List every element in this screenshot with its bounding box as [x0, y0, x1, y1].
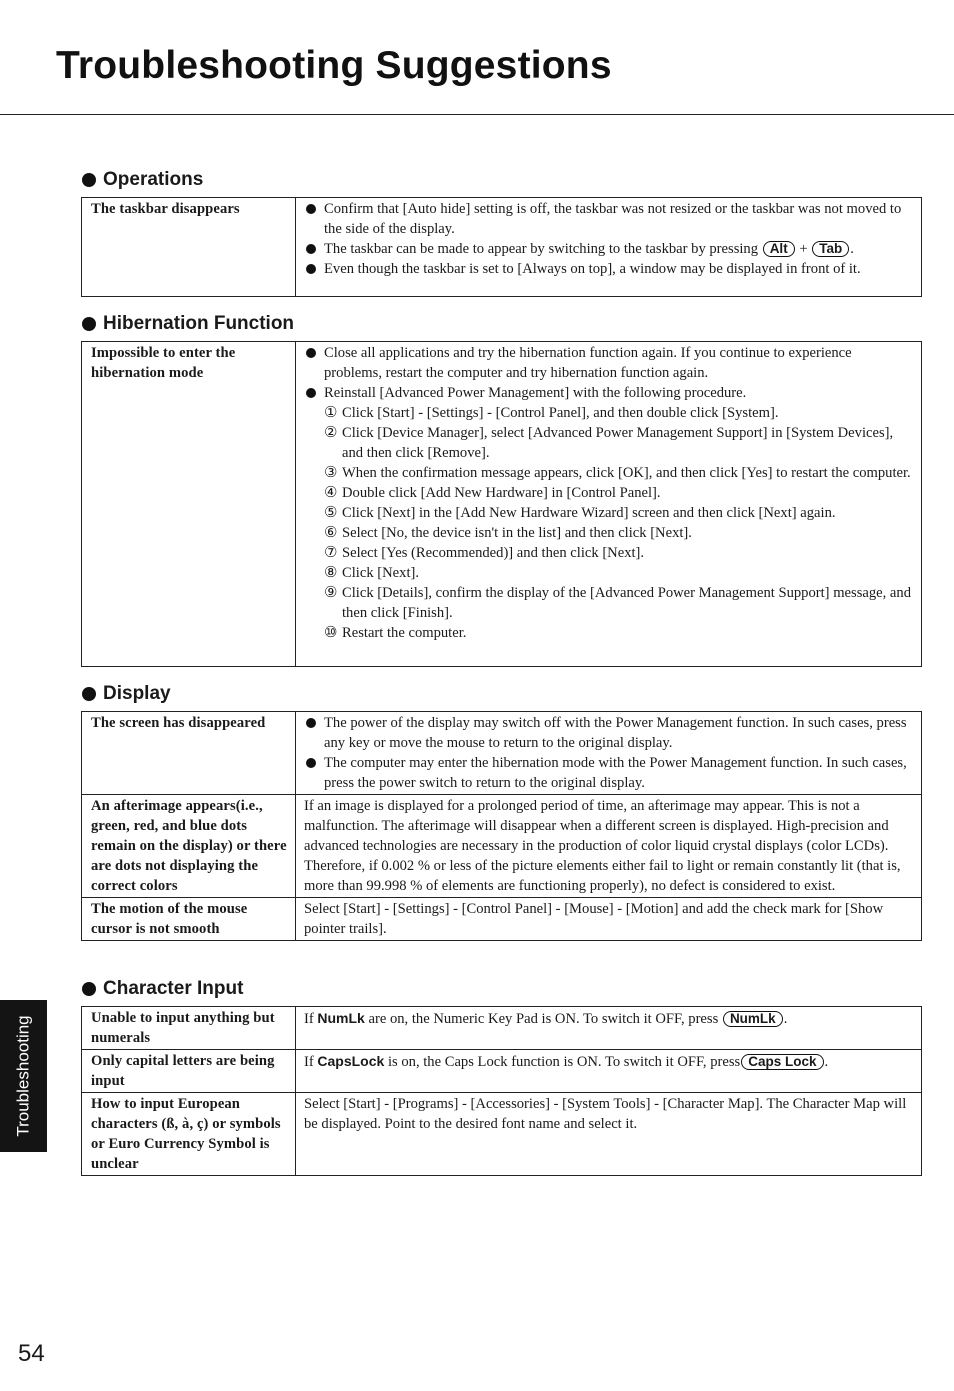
operations-heading-text: Operations: [103, 169, 204, 190]
solution-cell: [296, 342, 922, 667]
table-row: [82, 898, 922, 941]
problem-cell: Impossible to enter the hibernation mode: [82, 342, 296, 667]
table-row: [82, 1007, 922, 1050]
hibernation-table: [81, 341, 922, 667]
step-item: ⑤ Click [Next] in the [Add New Hardware Wizard] screen and then click [Next] again.: [324, 505, 836, 521]
problem-cell: The taskbar disappears: [82, 198, 296, 297]
display-heading-text: Display: [103, 683, 171, 704]
solution-cell: [296, 712, 922, 795]
operations-section: [81, 168, 922, 297]
bullet-icon: [82, 982, 96, 996]
step-item: ③ When the confirmation message appears, click [OK], and then click [Yes] to restart the computer.: [324, 465, 911, 481]
solution-bullet: Close all applications and try the hibernation function again. If you continue to experience problems, restart the computer and try hibernation function again.: [304, 343, 913, 383]
problem-cell: How to input European characters (ß, à, ç) or symbols or Euro Currency Symbol is unclear: [82, 1093, 296, 1176]
solution-bullet: Even though the taskbar is set to [Always on top], a window may be displayed in front of it.: [304, 259, 913, 279]
solution-cell: If NumLk are on, the Numeric Key Pad is ON. To switch it OFF, press NumLk .: [296, 1007, 922, 1050]
step-item: ④ Double click [Add New Hardware] in [Control Panel].: [324, 485, 661, 501]
operations-heading: [82, 168, 922, 192]
character-input-heading-text: Character Input: [103, 978, 244, 999]
hibernation-heading-text: Hibernation Function: [103, 313, 295, 334]
page-number: 54: [18, 1340, 45, 1367]
bullet-icon: [82, 317, 96, 331]
character-input-table: [81, 1006, 922, 1176]
table-row: [82, 342, 922, 667]
solution-cell: If an image is displayed for a prolonged period of time, an afterimage may appear. This is not a malfunction. The afterimage will disappear when a different screen is displayed. High-precision and advanced technologies are necessary in the production of color liquid crystal displays (color LCDs). Therefore, if 0.002 % or less of the picture elements either fail to light or remain constantly lit (that is, more than 99.998 % of elements are functioning properly), no defect is considered to exist.: [296, 795, 922, 898]
alt-key: Alt: [763, 241, 795, 257]
numlk-label: NumLk: [317, 1010, 365, 1026]
step-item: ① Click [Start] - [Settings] - [Control Panel], and then double click [System].: [324, 405, 779, 421]
hibernation-heading: [82, 312, 922, 336]
table-row: [82, 712, 922, 795]
step-item: ② Click [Device Manager], select [Advanced Power Management Support] in [System Devices], and then click [Remove].: [324, 425, 894, 461]
display-table: [81, 711, 922, 941]
operations-table: [81, 197, 922, 297]
solution-cell: Select [Start] - [Programs] - [Accessories] - [System Tools] - [Character Map]. The Character Map will be displayed. Point to the desired font name and select it.: [296, 1093, 922, 1176]
solution-cell: Select [Start] - [Settings] - [Control Panel] - [Mouse] - [Motion] and add the check mark for [Show pointer trails].: [296, 898, 922, 941]
hibernation-section: [81, 312, 922, 667]
character-input-section: [81, 977, 922, 1176]
solution-cell: [296, 198, 922, 297]
step-item: ⑦ Select [Yes (Recommended)] and then click [Next].: [324, 545, 645, 561]
step-item: ⑥ Select [No, the device isn't in the list] and then click [Next].: [324, 525, 692, 541]
character-input-heading: [82, 977, 922, 1001]
procedure-steps: [304, 403, 913, 643]
table-row: [82, 198, 922, 297]
table-row: [82, 1093, 922, 1176]
step-item: ⑧ Click [Next].: [324, 565, 420, 581]
step-item: ⑨ Click [Details], confirm the display of the [Advanced Power Management Support] message, and then click [Finish].: [324, 585, 911, 621]
bullet-icon: [82, 173, 96, 187]
problem-cell: Only capital letters are being input: [82, 1050, 296, 1093]
tab-key: Tab: [812, 241, 849, 257]
display-section: [81, 682, 922, 941]
problem-cell: An afterimage appears(i.e., green, red, and blue dots remain on the display) or there are dots not displaying the correct colors: [82, 795, 296, 898]
table-row: [82, 795, 922, 898]
solution-bullet: Reinstall [Advanced Power Management] with the following procedure.: [304, 383, 913, 403]
numlk-key: NumLk: [723, 1011, 783, 1027]
solution-bullet: The power of the display may switch off with the Power Management function. In such cases, press any key or move the mouse to return to the original display.: [304, 713, 913, 753]
problem-cell: The motion of the mouse cursor is not smooth: [82, 898, 296, 941]
solution-bullet: Confirm that [Auto hide] setting is off, the taskbar was not resized or the taskbar was not moved to the side of the display.: [304, 199, 913, 239]
problem-cell: Unable to input anything but numerals: [82, 1007, 296, 1050]
table-row: [82, 1050, 922, 1093]
capslock-label: CapsLock: [317, 1053, 385, 1069]
step-item: ⑩ Restart the computer.: [324, 625, 467, 641]
problem-cell: The screen has disappeared: [82, 712, 296, 795]
display-heading: [82, 682, 922, 706]
page-title: Troubleshooting Suggestions: [56, 44, 612, 87]
title-rule: [0, 114, 954, 115]
bullet-icon: [82, 687, 96, 701]
solution-cell: If CapsLock is on, the Caps Lock function is ON. To switch it OFF, press Caps Lock .: [296, 1050, 922, 1093]
solution-bullet: The taskbar can be made to appear by switching to the taskbar by pressing Alt + Tab .: [304, 239, 913, 259]
section-side-tab: Troubleshooting: [0, 1000, 47, 1152]
capslock-key: Caps Lock: [741, 1054, 823, 1070]
solution-bullet: The computer may enter the hibernation mode with the Power Management function. In such cases, press the power switch to return to the original display.: [304, 753, 913, 793]
